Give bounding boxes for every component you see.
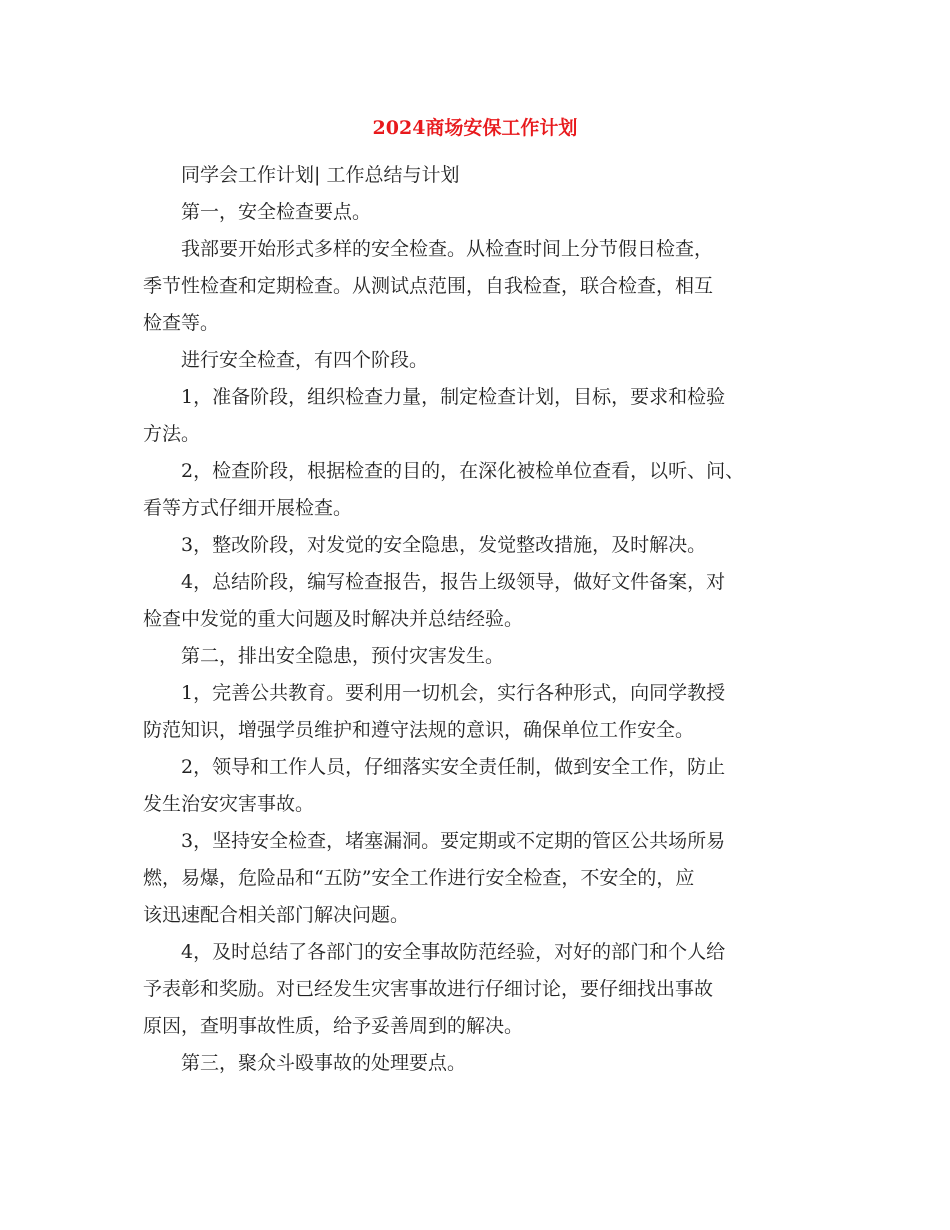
document-title: 2024商场安保工作计划 [372,117,578,139]
paragraph [143,157,833,194]
paragraph-line: 防范知识，增强学员维护和遵守法规的意识，确保单位工作安全。 [143,719,695,741]
paragraph [143,749,833,823]
paragraph-line: 同学会工作计划| 工作总结与计划 [181,164,460,186]
paragraph [143,638,833,675]
paragraph-line: 该迅速配合相关部门解决问题。 [143,904,410,926]
paragraph-line: 进行安全检查，有四个阶段。 [181,349,429,371]
paragraph [143,342,833,379]
paragraph-line: 原因，查明事故性质，给予妥善周到的解决。 [143,1015,524,1037]
paragraph-line: 1，准备阶段，组织检查力量，制定检查计划，目标，要求和检验 [181,386,726,408]
paragraph [143,379,833,453]
paragraph-line: 检查等。 [143,312,220,334]
paragraph-line: 1，完善公共教育。要利用一切机会，实行各种形式，向同学教授 [181,682,726,704]
paragraph-line: 看等方式仔细开展检查。 [143,497,353,519]
paragraph [143,564,833,638]
paragraph-line: 第一，安全检查要点。 [181,201,372,223]
paragraph [143,453,833,527]
paragraph [143,934,833,1045]
paragraph-line: 2，检查阶段，根据检查的目的，在深化被检单位查看，以听、问、 [181,460,745,482]
paragraph-line: 3，坚持安全检查，堵塞漏洞。要定期或不定期的管区公共场所易 [181,830,726,852]
paragraph [143,231,833,342]
paragraph-line: 方法。 [143,423,201,445]
paragraph [143,527,833,564]
paragraph-line: 检查中发觉的重大问题及时解决并总结经验。 [143,608,524,630]
paragraph-line: 第二，排出安全隐患，预付灾害发生。 [181,645,505,667]
paragraph [143,1045,833,1082]
paragraph-line: 3，整改阶段，对发觉的安全隐患，发觉整改措施，及时解决。 [181,534,707,556]
paragraph [143,194,833,231]
paragraph-line: 我部要开始形式多样的安全检查。从检查时间上分节假日检查， [181,238,714,260]
paragraph [143,823,833,934]
paragraph-line: 2，领导和工作人员，仔细落实安全责任制，做到安全工作，防止 [181,756,726,778]
paragraph-line: 4，总结阶段，编写检查报告，报告上级领导，做好文件备案，对 [181,571,726,593]
paragraph [143,675,833,749]
document-body [143,157,833,1082]
paragraph-line: 4，及时总结了各部门的安全事故防范经验，对好的部门和个人给 [181,941,726,963]
paragraph-line: 予表彰和奖励。对已经发生灾害事故进行仔细讨论，要仔细找出事故 [143,978,714,1000]
paragraph-line: 发生治安灾害事故。 [143,793,315,815]
paragraph-line: 燃，易爆，危险品和“五防”安全工作进行安全检查，不安全的，应 [143,867,695,889]
paragraph-line: 季节性检查和定期检查。从测试点范围，自我检查，联合检查，相互 [143,275,714,297]
paragraph-line: 第三，聚众斗殴事故的处理要点。 [181,1052,467,1074]
